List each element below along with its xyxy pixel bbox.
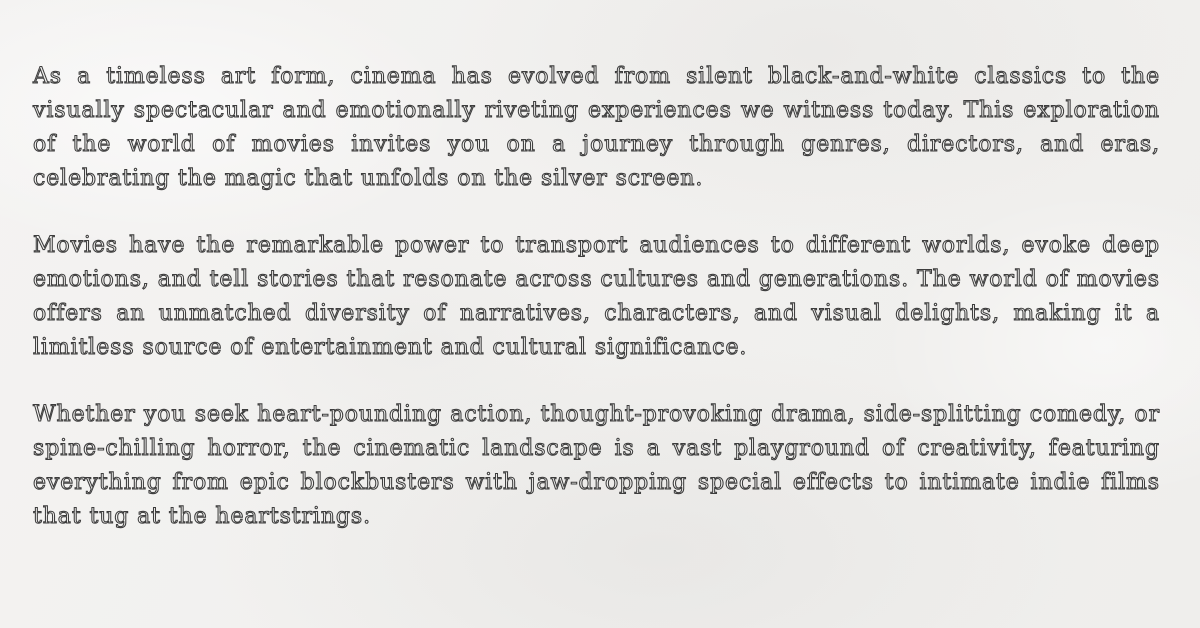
paragraph-movie-power: Movies have the remarkable power to transport audiences to different worlds, evoke deep emotions, and tell stories that resonate across cultures and generations. The world of movies offers an unmatched diversity of narratives, characters, and visual delights, making it a limitless source of entertainment and cultural significance. bbox=[33, 233, 1160, 360]
paragraph-genres: Whether you seek heart-pounding action, thought-provoking drama, side-splitting comedy, or spine-chilling horror, the cinematic landscape is a vast playground of creativity, featuring everything from epic blockbusters with jaw-dropping special effects to intimate indie films that tug at the heartstrings. bbox=[33, 402, 1160, 529]
article-text bbox=[33, 60, 1160, 534]
paragraph-cinema-intro: As a timeless art form, cinema has evolved from silent black-and-white classics to the visually spectacular and emotionally riveting experiences we witness today. This exploration of the world of movies invites you on a journey through genres, directors, and eras, celebrating the magic that unfolds on the silver screen. bbox=[33, 64, 1160, 191]
